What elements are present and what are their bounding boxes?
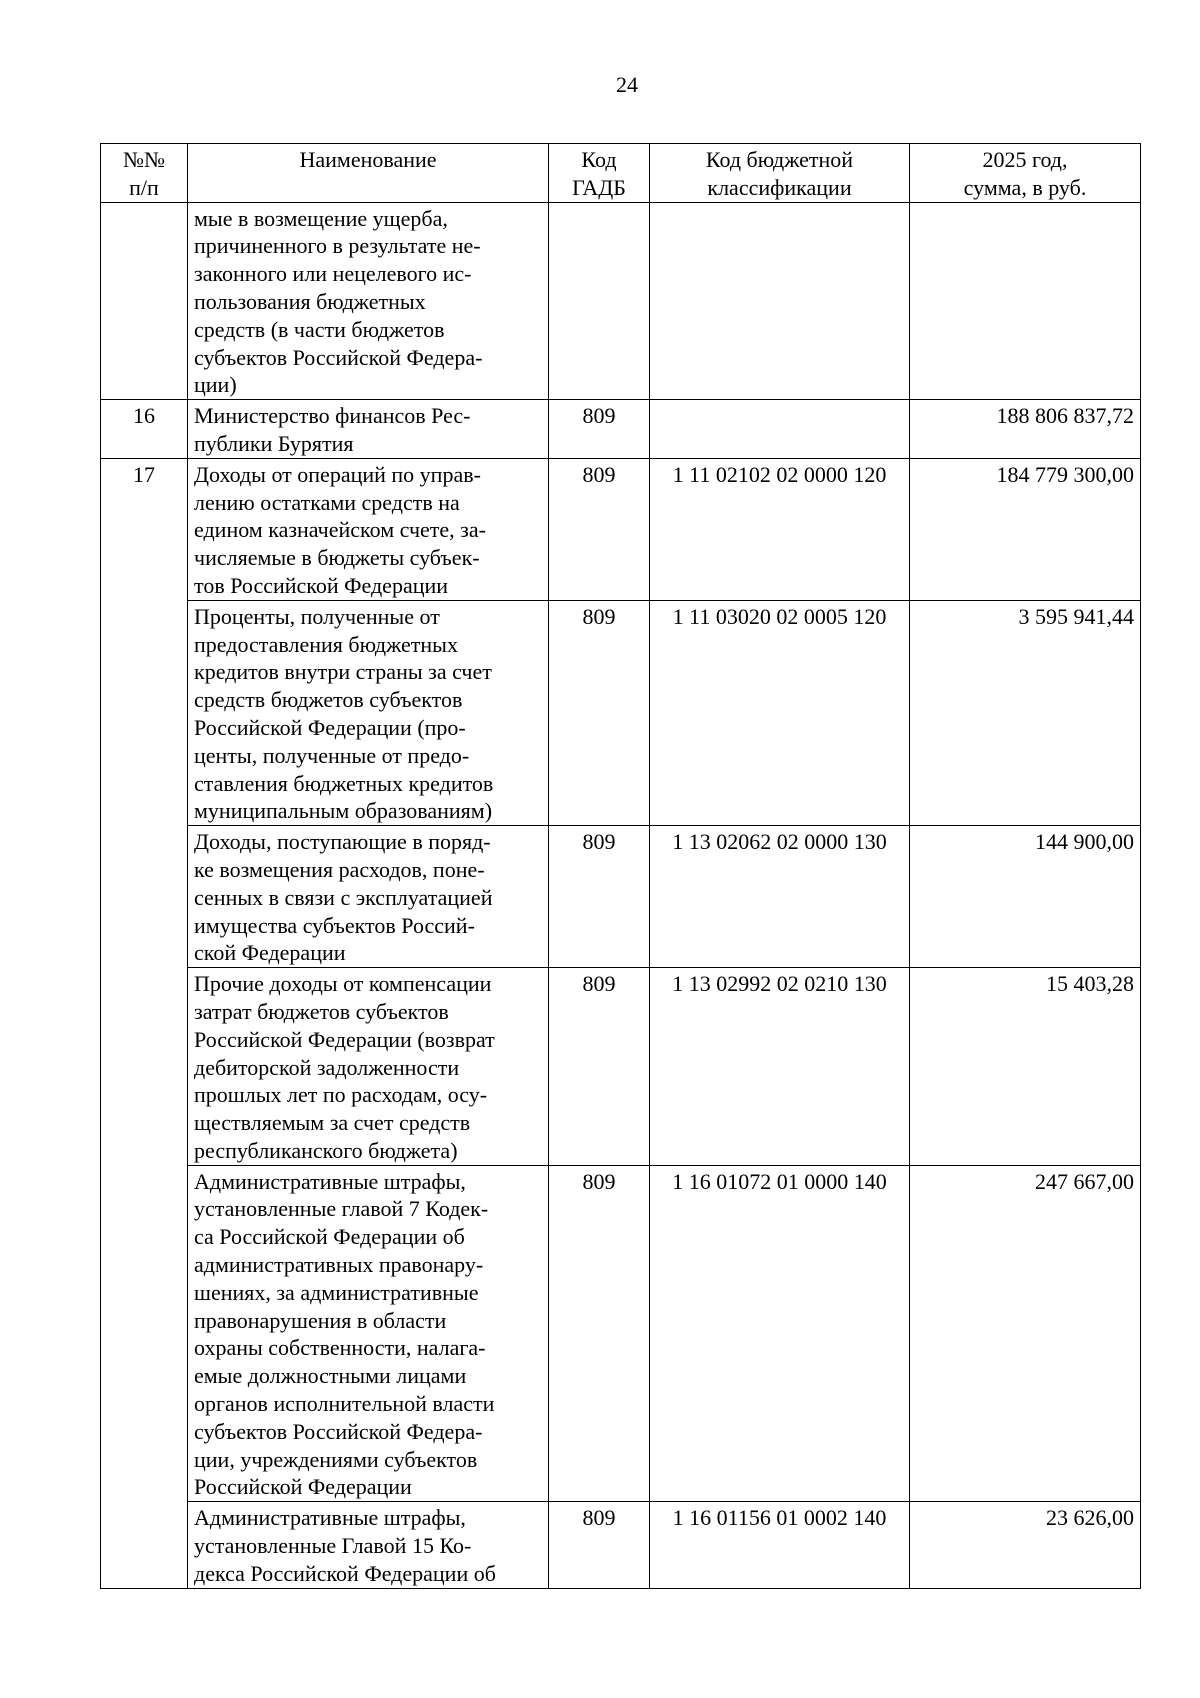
row-gadb: 809 (549, 1165, 650, 1502)
header-gadb-code: Код ГАДБ (549, 144, 650, 203)
row-sum: 3 595 941,44 (910, 600, 1141, 825)
row-gadb: 809 (549, 458, 650, 600)
row-sum: 184 779 300,00 (910, 458, 1141, 600)
row-number (101, 202, 188, 400)
row-name: Доходы, поступающие в поряд- ке возмещения расходов, поне- сенных в связи с эксплуатацией имущества субъектов Россий- ской Федерации (188, 826, 549, 968)
budget-revenue-table (100, 143, 1141, 1589)
row-kbk (650, 202, 910, 400)
table-row (101, 968, 1141, 1166)
row-name: Министерство финансов Рес- публики Бурятия (188, 400, 549, 459)
row-sum: 247 667,00 (910, 1165, 1141, 1502)
row-gadb: 809 (549, 826, 650, 968)
row-kbk: 1 16 01156 01 0002 140 (650, 1502, 910, 1588)
row-kbk: 1 11 02102 02 0000 120 (650, 458, 910, 600)
table-row (101, 826, 1141, 968)
row-sum: 188 806 837,72 (910, 400, 1141, 459)
header-num: №№ п/п (101, 144, 188, 203)
row-name: Административные штрафы, установленные Главой 15 Ко- декса Российской Федерации об (188, 1502, 549, 1588)
header-name: Наименование (188, 144, 549, 203)
row-gadb: 809 (549, 400, 650, 459)
row-name: мые в возмещение ущерба, причиненного в результате не- законного или нецелевого ис- пользования бюджетных средств (в части бюджетов субъектов Российской Федера- ции) (188, 202, 549, 400)
row-sum: 23 626,00 (910, 1502, 1141, 1588)
row-gadb: 809 (549, 600, 650, 825)
row-gadb: 809 (549, 1502, 650, 1588)
header-budget-classification-code: Код бюджетной классификации (650, 144, 910, 203)
row-gadb (549, 202, 650, 400)
table-header-row (101, 144, 1141, 203)
header-sum-2025: 2025 год, сумма, в руб. (910, 144, 1141, 203)
table-row (101, 1502, 1141, 1588)
table-row (101, 202, 1141, 400)
row-kbk: 1 13 02992 02 0210 130 (650, 968, 910, 1166)
row-kbk: 1 11 03020 02 0005 120 (650, 600, 910, 825)
table-row (101, 458, 1141, 600)
row-kbk (650, 400, 910, 459)
table-row (101, 600, 1141, 825)
row-sum: 15 403,28 (910, 968, 1141, 1166)
table-row (101, 400, 1141, 459)
page-number: 24 (616, 72, 638, 97)
row-name: Прочие доходы от компенсации затрат бюджетов субъектов Российской Федерации (возврат дебиторской задолженности прошлых лет по расходам, осу- ществляемым за счет средств республиканского бюджета) (188, 968, 549, 1166)
table-row (101, 1165, 1141, 1502)
row-kbk: 1 16 01072 01 0000 140 (650, 1165, 910, 1502)
row-name: Проценты, полученные от предоставления бюджетных кредитов внутри страны за счет средств бюджетов субъектов Российской Федерации (про- центы, полученные от предо- ставления бюджетных кредитов муниципальным образованиям) (188, 600, 549, 825)
row-name: Доходы от операций по управ- лению остатками средств на едином казначейском счете, за- числяемые в бюджеты субъек- тов Российской Федерации (188, 458, 549, 600)
row-sum (910, 202, 1141, 400)
row-number: 16 (101, 400, 188, 459)
row-kbk: 1 13 02062 02 0000 130 (650, 826, 910, 968)
row-name: Административные штрафы, установленные главой 7 Кодек- са Российской Федерации об административных правонару- шениях, за административные правонарушения в области охраны собственности, налага- емые должностными лицами органов исполнительной власти субъектов Российской Федера- ции, учреждениями субъектов Российской Федерации (188, 1165, 549, 1502)
row-gadb: 809 (549, 968, 650, 1166)
row-sum: 144 900,00 (910, 826, 1141, 968)
row-number: 17 (101, 458, 188, 1588)
